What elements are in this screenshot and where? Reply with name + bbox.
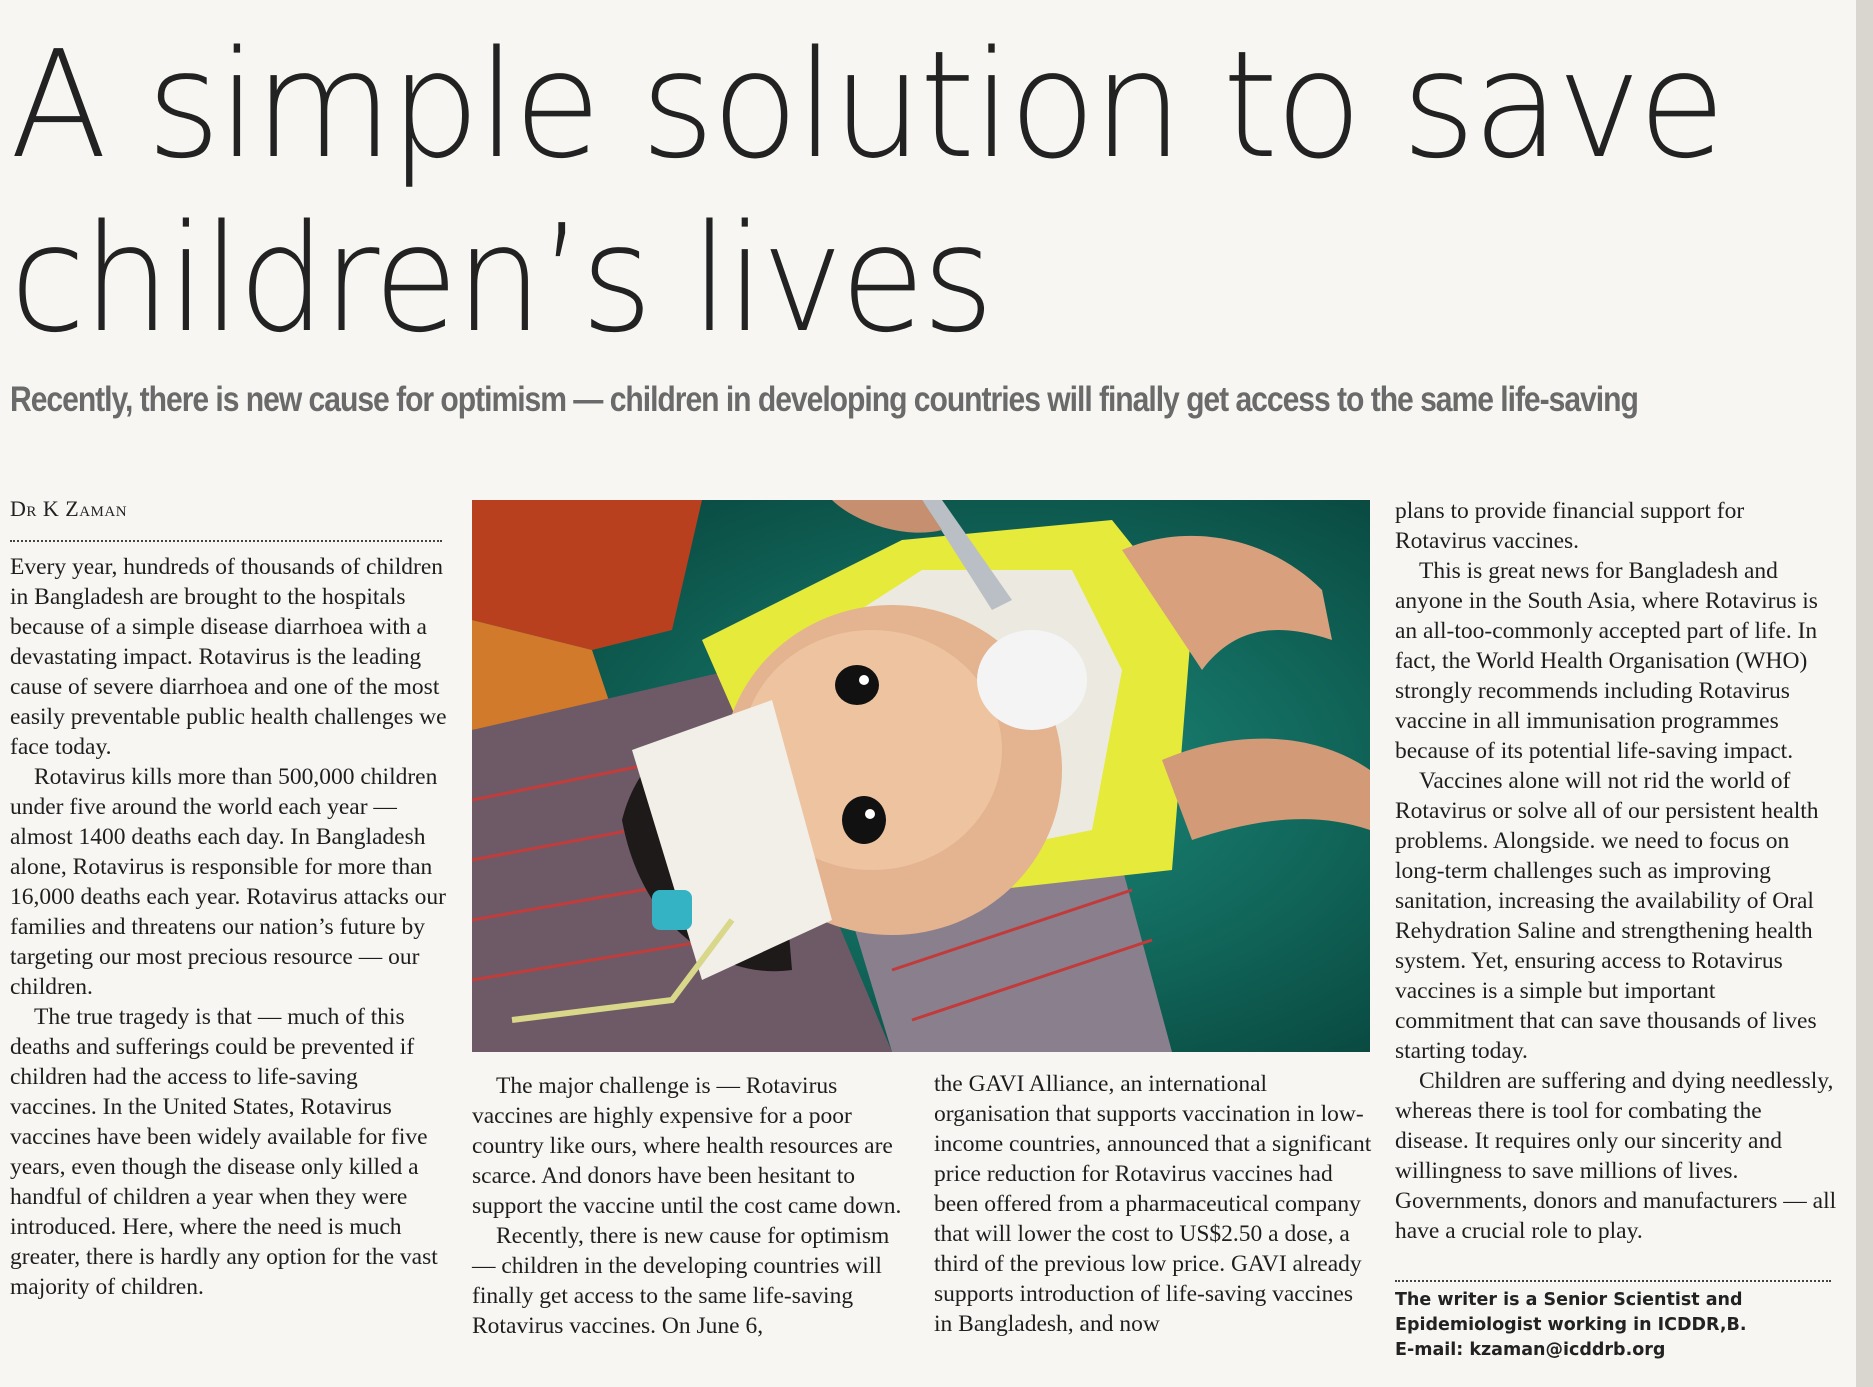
paragraph: Children are suffering and dying needlessly, whereas there is tool for combating the disease. It requires only our sincerity and willingness to save millions of lives. Governments, donors and manufacturers — all have a crucial role to play. xyxy=(1395,1068,1837,1244)
article-photo xyxy=(472,500,1370,1052)
article-headline xyxy=(10,18,1850,366)
headline-line-1: A simple solution to save xyxy=(10,19,1723,191)
article-column-1 xyxy=(10,552,448,1302)
paragraph: plans to provide financial support for Rotavirus vaccines. xyxy=(1395,498,1745,554)
paragraph: Recently, there is new cause for optimism — children in the developing countries will finally get access to the same life-saving Rotavirus vaccines. On June 6, xyxy=(472,1223,890,1339)
author-note xyxy=(1395,1288,1840,1363)
paragraph: Every year, hundreds of thousands of children in Bangladesh are brought to the hospitals because of a simple disease diarrhoea with a devastating impact. Rotavirus is the leading cause of severe diarrhoea and one of the most easily preventable public health challenges we face today. xyxy=(10,554,447,760)
byline-divider xyxy=(10,540,442,542)
article-deck: Recently, there is new cause for optimism — children in developing countries will finally get access to the same life-saving xyxy=(10,380,1638,419)
paragraph: The major challenge is — Rotavirus vaccines are highly expensive for a poor country like ours, where health resources are scarce. And donors have been hesitant to support the vaccine until the cost came down. xyxy=(472,1073,902,1219)
paragraph: Rotavirus kills more than 500,000 children under five around the world each year — almost 1400 deaths each day. In Bangladesh alone, Rotavirus is responsible for more than 16,000 deaths each year. Rotavirus attacks our families and threatens our nation’s future by targeting our most precious resource — our children. xyxy=(10,764,446,1000)
byline: Dr K Zaman xyxy=(10,496,128,521)
headline-line-2: children’s lives xyxy=(10,193,992,365)
paragraph: The true tragedy is that — much of this deaths and sufferings could be prevented if children had the access to life-saving vaccines. In the United States, Rotavirus vaccines have been widely available for five years, even though the disease only killed a handful of children a year when they were introduced. Here, where the need is much greater, there is hardly any option for the vast majority of children. xyxy=(10,1004,438,1300)
article-column-2 xyxy=(472,1071,910,1341)
paragraph: the GAVI Alliance, an international organisation that supports vaccination in low-income countries, announced that a significant price reduction for Rotavirus vaccines had been offered from a pharmaceutical company that will lower the cost to US$2.50 a dose, a third of the previous low price. GAVI already supports introduction of life-saving vaccines in Bangladesh, and now xyxy=(934,1071,1372,1337)
page-edge xyxy=(1856,0,1873,1387)
paragraph: Vaccines alone will not rid the world of Rotavirus or solve all of our persistent health problems. Alongside. we need to focus on long-term challenges such as improving sanitation, increasing the availability of Oral Rehydration Saline and strengthening health system. Yet, ensuring access to Rotavirus vaccines is a simple but important commitment that can save thousands of lives starting today. xyxy=(1395,768,1819,1064)
paragraph: This is great news for Bangladesh and anyone in the South Asia, where Rotavirus is an all-too-commonly accepted part of life. In fact, the World Health Organisation (WHO) strongly recommends including Rotavirus vaccine in all immunisation programmes because of its potential life-saving impact. xyxy=(1395,558,1818,764)
author-note-divider xyxy=(1395,1280,1831,1282)
author-email: E-mail: kzaman@icddrb.org xyxy=(1395,1340,1666,1360)
author-note-line: The writer is a Senior Scientist and xyxy=(1395,1290,1743,1310)
article-column-3 xyxy=(934,1069,1372,1339)
author-note-line: Epidemiologist working in ICDDR,B. xyxy=(1395,1315,1747,1335)
article-column-4 xyxy=(1395,496,1840,1246)
infant-photo-illustration xyxy=(472,500,1370,1052)
